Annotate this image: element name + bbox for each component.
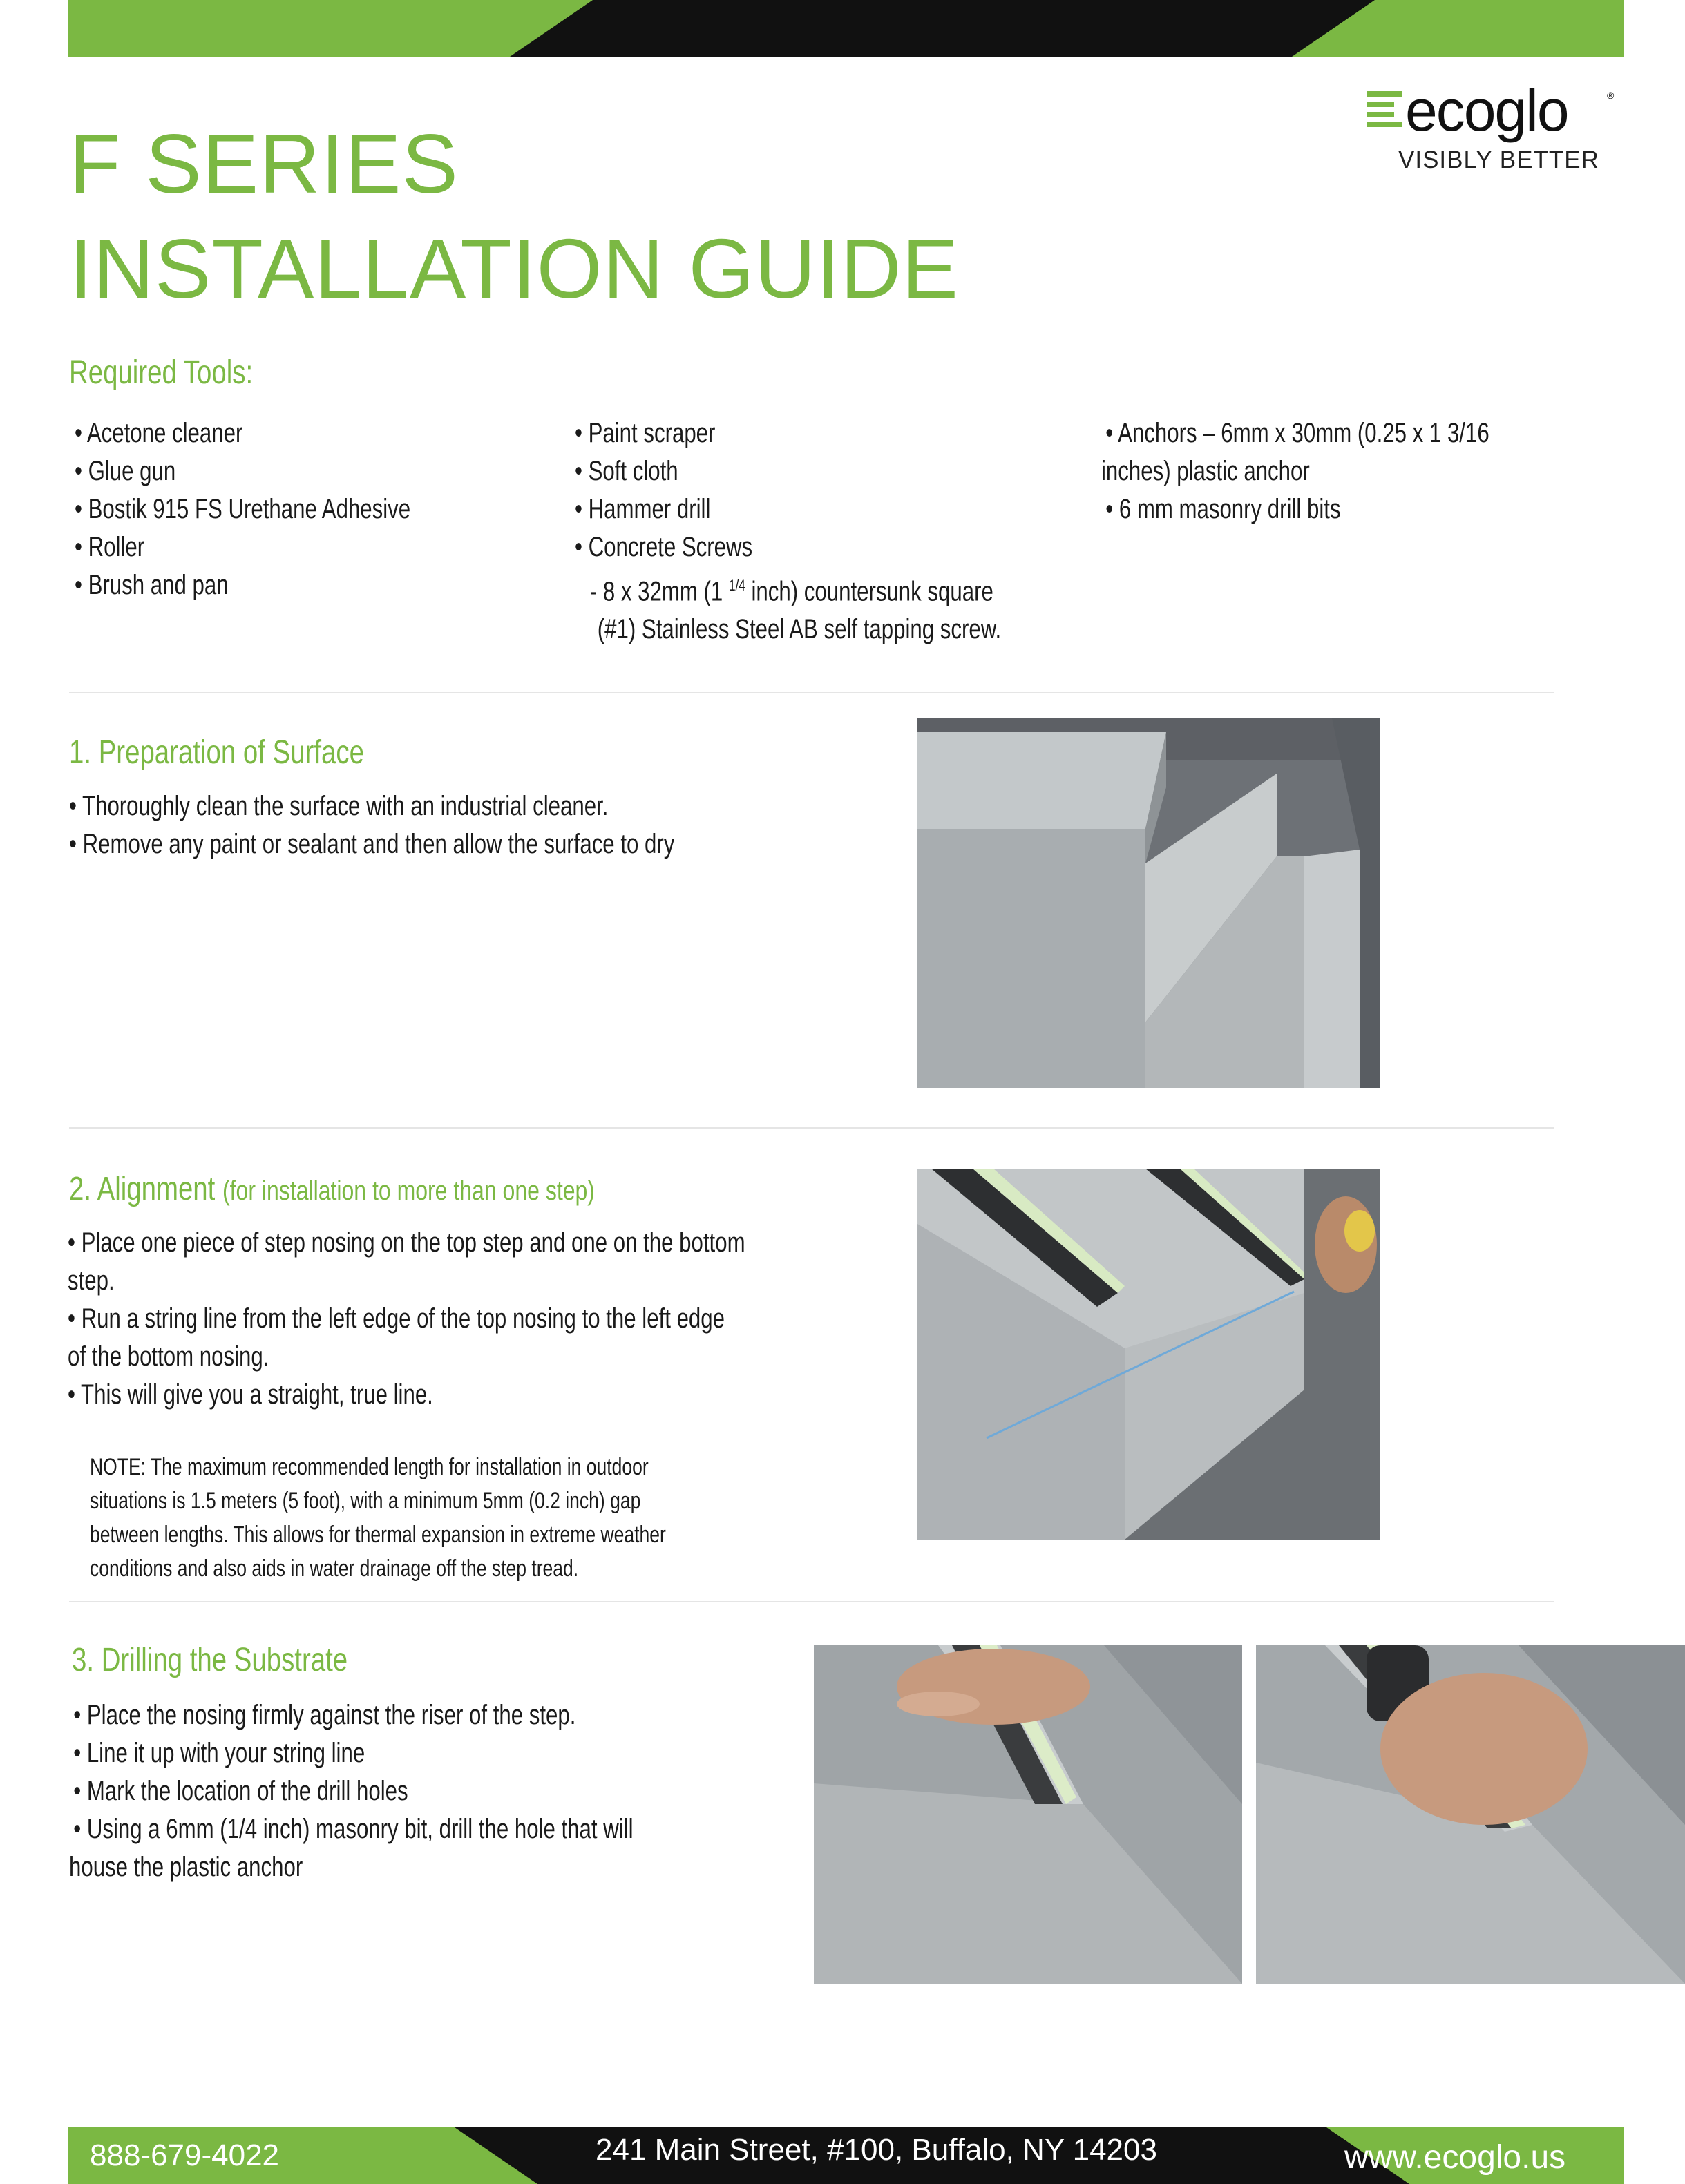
step2-heading: 2. Alignment (for installation to more than one step) xyxy=(69,1171,595,1207)
tool-item: • Paint scraper xyxy=(575,418,716,448)
footer-address: 241 Main Street, #100, Buffalo, NY 14203 xyxy=(596,2133,1157,2167)
top-banner xyxy=(68,0,1624,57)
tool-item: • Soft cloth xyxy=(575,456,678,486)
step3-body xyxy=(69,1696,634,1886)
note-line: between lengths. This allows for thermal expansion in extreme weather xyxy=(90,1522,666,1548)
step1-line: • Remove any paint or sealant and then allow the surface to dry xyxy=(69,829,675,859)
step3-line: • Place the nosing firmly against the riser of the step. xyxy=(73,1700,576,1730)
step1-body xyxy=(69,787,674,863)
step3-line: house the plastic anchor xyxy=(69,1852,303,1882)
tools-heading: Required Tools: xyxy=(69,354,254,391)
tools-column-3 xyxy=(1101,414,1489,528)
screw-spec-line2: (#1) Stainless Steel AB self tapping screw. xyxy=(597,614,1002,645)
step2-note xyxy=(90,1450,666,1586)
step3-heading: 3. Drilling the Substrate xyxy=(72,1642,348,1678)
logo-registered-mark: ® xyxy=(1607,90,1615,101)
note-line: conditions and also aids in water drainage off the step tread. xyxy=(90,1555,579,1582)
tools-column-1 xyxy=(75,414,410,604)
alignment-photo xyxy=(917,1169,1380,1540)
tool-item: • Brush and pan xyxy=(75,570,229,600)
step2-line: of the bottom nosing. xyxy=(68,1341,269,1372)
step2-line: • Run a string line from the left edge of the top nosing to the left edge xyxy=(68,1303,725,1334)
tool-item: • Hammer drill xyxy=(575,494,711,524)
step2-line: step. xyxy=(68,1265,115,1296)
tools-column-2 xyxy=(575,414,1001,649)
step3-line: • Mark the location of the drill holes xyxy=(73,1776,408,1806)
divider xyxy=(69,1127,1554,1129)
page-title-line1: F SERIES xyxy=(69,117,459,211)
step3-line: • Line it up with your string line xyxy=(73,1738,365,1768)
step1-heading: 1. Preparation of Surface xyxy=(69,734,364,771)
tool-item-cont: inches) plastic anchor xyxy=(1101,456,1310,486)
ecoglo-logo xyxy=(1367,78,1629,180)
logo-wordmark: ecoglo xyxy=(1405,78,1568,143)
note-line: situations is 1.5 meters (5 foot), with a minimum 5mm (0.2 inch) gap xyxy=(90,1488,641,1514)
divider xyxy=(69,692,1554,693)
tool-item: • Bostik 915 FS Urethane Adhesive xyxy=(75,494,411,524)
ecoglo-logo-mark-icon xyxy=(1367,91,1404,127)
tool-item: • Anchors – 6mm x 30mm (0.25 x 1 3/16 xyxy=(1105,418,1489,448)
marking-holes-photo xyxy=(814,1645,1242,1984)
top-banner-green-right xyxy=(1292,0,1624,57)
step3-line: • Using a 6mm (1/4 inch) masonry bit, drill the hole that will xyxy=(73,1814,634,1844)
footer-bar xyxy=(68,2127,1624,2184)
tool-item: • Acetone cleaner xyxy=(75,418,243,448)
tool-item: • Concrete Screws xyxy=(575,532,753,562)
concrete-steps-photo xyxy=(917,718,1380,1088)
step2-line: • This will give you a straight, true line. xyxy=(68,1379,433,1410)
tool-item: • 6 mm masonry drill bits xyxy=(1105,494,1341,524)
divider xyxy=(69,1601,1554,1602)
step2-body xyxy=(68,1224,745,1414)
top-banner-green-left xyxy=(68,0,593,57)
tool-item: • Glue gun xyxy=(75,456,176,486)
footer-website-link[interactable]: www.ecoglo.us xyxy=(1344,2139,1566,2176)
footer-phone[interactable]: 888-679-4022 xyxy=(90,2138,280,2172)
page-title-line2: INSTALLATION GUIDE xyxy=(69,222,959,316)
logo-tagline: VISIBLY BETTER xyxy=(1398,146,1599,173)
note-line: NOTE: The maximum recommended length for installation in outdoor xyxy=(90,1454,649,1480)
step1-line: • Thoroughly clean the surface with an industrial cleaner. xyxy=(69,791,609,821)
screw-spec-line1: - 8 x 32mm (1 $^{1/4}$ inch) countersunk square xyxy=(589,576,993,607)
tool-item: • Roller xyxy=(75,532,145,562)
step2-line: • Place one piece of step nosing on the top step and one on the bottom xyxy=(68,1227,745,1258)
drilling-photo xyxy=(1256,1645,1685,1984)
